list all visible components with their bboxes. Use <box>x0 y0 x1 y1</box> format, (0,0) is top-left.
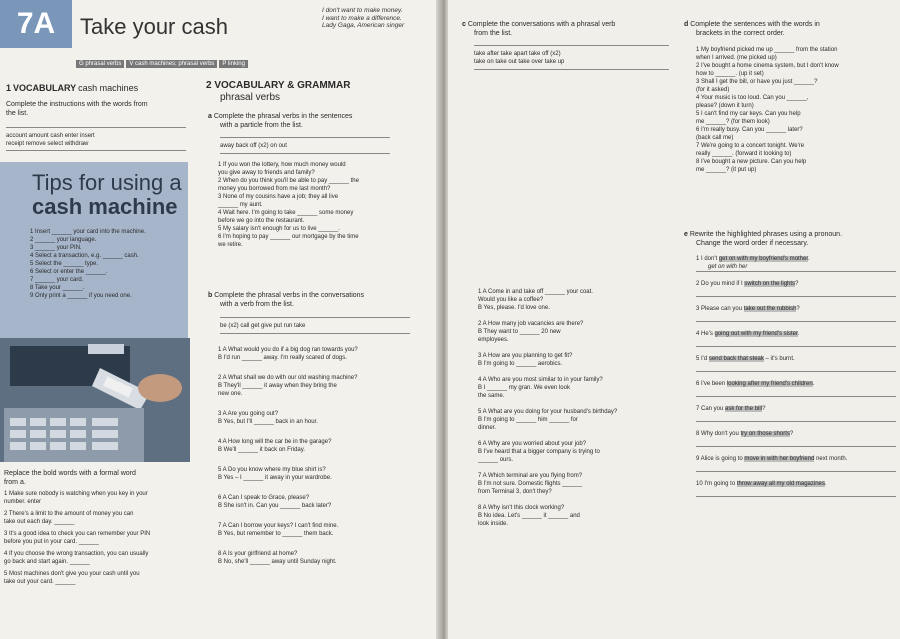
d-item: 5 I can't find my car keys. Can you help <box>696 111 801 117</box>
tips-list <box>30 228 190 300</box>
b-item[interactable]: 2 A What shall we do with our old washing machine? B They'll ______ it away when they bring the new one. <box>218 375 358 397</box>
tips-subtitle: cash machine <box>32 194 178 219</box>
e-item[interactable]: 6 I've been looking after my friend's children. <box>696 380 896 397</box>
c-item[interactable]: 8 A Why isn't this clock working? B No idea. Let's ______ it ______ and look inside. <box>478 505 580 527</box>
bold-item[interactable]: go back and start again. ______ <box>4 559 90 565</box>
a-item[interactable]: 5 My salary isn't enough for us to live ______. <box>218 226 340 232</box>
a-item: we retire. <box>218 242 243 248</box>
d-item: 7 We're going to a concert tonight. We're <box>696 143 805 149</box>
section-c-list: take after take apart take off (x2) take on take out take over take up <box>474 51 565 65</box>
tip-item[interactable]: 9 Only print a ______ if you need one. <box>30 293 132 299</box>
tip-item[interactable]: 2 ______ your language. <box>30 237 97 243</box>
b-item[interactable]: 8 A Is your girlfriend at home? B No, she'll ______ away until Sunday night. <box>218 551 337 565</box>
tip-item[interactable]: 4 Select a transaction, e.g. ______ cash. <box>30 253 139 259</box>
bold-item: 4 If you choose the wrong transaction, you can usually <box>4 551 149 557</box>
bold-item: 5 Most machines don't give you your cash until you <box>4 571 140 577</box>
b-item[interactable]: 3 A Are you going out? B Yes, but I'll ______ back in an hour. <box>218 411 318 425</box>
section-d-instruction: d Complete the sentences with the words in brackets in the correct order. <box>684 21 820 37</box>
b-item[interactable]: 1 A What would you do if a big dog ran towards you? B I'd run ______ away. I'm really scared of dogs. <box>218 347 358 361</box>
c-item[interactable]: 4 A Who are you most similar to in your family? B I ______ my gran. We even look the same. <box>478 377 603 399</box>
tip-item[interactable]: 6 Select or enter the ______. <box>30 269 108 275</box>
d-item: 8 I've bought a new picture. Can you help <box>696 159 807 165</box>
vocab2-b-items <box>218 346 433 566</box>
a-item[interactable]: 6 I'm hoping to pay ______ our mortgage by the time <box>218 234 359 240</box>
e-item[interactable]: 7 Can you ask for the bill? <box>696 405 896 422</box>
section-e-instruction: e Rewrite the highlighted phrases using a pronoun. Change the word order if necessary. <box>684 231 843 247</box>
e-item[interactable]: 5 I'd send back that steak – it's burnt. <box>696 355 896 372</box>
right-page <box>448 0 900 639</box>
bold-items <box>4 490 199 586</box>
vocab2-a-items <box>218 161 433 249</box>
atm-illustration <box>0 338 190 462</box>
d-item[interactable]: 1 My boyfriend picked me up ______ from the station <box>696 47 838 53</box>
bold-item[interactable]: number. enter <box>4 499 42 505</box>
tag-vocabulary: V cash machines; phrasal verbs <box>126 60 217 68</box>
d-item: (back call me) <box>696 135 734 141</box>
quote-line: I don't want to make money. <box>322 7 403 14</box>
b-item[interactable]: 7 A Can I borrow your keys? I can't find mine. B Yes, but remember to ______ them back. <box>218 523 339 537</box>
bold-instruction: Replace the bold words with a formal word from a. <box>4 470 136 486</box>
e-item[interactable]: 2 Do you mind if I switch on the lights? <box>696 280 896 297</box>
d-item[interactable]: 4 Your music is too loud. Can you ______, <box>696 95 809 101</box>
e-item[interactable]: 10 I'm going to throw away all my old magazines. <box>696 480 896 497</box>
c-item[interactable]: 6 A Why are you worried about your job? B I've heard that a bigger company is trying to ______ ours. <box>478 441 600 463</box>
d-item[interactable]: me ______? (it put up) <box>696 167 757 173</box>
tag-pronunciation: P linking <box>219 60 248 68</box>
vocab2-heading: 2 VOCABULARY & GRAMMAR phrasal verbs <box>206 80 351 103</box>
b-item[interactable]: 5 A Do you know where my blue shirt is? B Yes – I ______ it away in your wardrobe. <box>218 467 332 481</box>
tips-title: Tips for using a <box>32 170 182 195</box>
c-item[interactable]: 1 A Come in and take off ______ your coat. Would you like a coffee? B Yes, please. I'd love one. <box>478 289 593 311</box>
atm-drawing <box>0 338 190 462</box>
d-item[interactable]: me ______? (for them look) <box>696 119 770 125</box>
d-item: please? (down it turn) <box>696 103 754 109</box>
vocab2-a-instruction: a Complete the phrasal verbs in the sentences with a particle from the list. <box>208 113 353 129</box>
unit-title: Take your cash <box>80 14 228 39</box>
a-item[interactable]: ______ my aunt. <box>218 202 263 208</box>
tip-item[interactable]: 8 Take your ______. <box>30 285 85 291</box>
a-item[interactable]: 2 When do you think you'll be able to pay ______ the <box>218 178 359 184</box>
a-item: money you borrowed from me last month? <box>218 186 331 192</box>
vocab1-instruction: Complete the instructions with the words from the list. <box>6 101 148 117</box>
vocab1-heading: 1 VOCABULARY cash machines <box>6 83 139 93</box>
b-item[interactable]: 6 A Can I speak to Grace, please? B She isn't in. Can you ______ back later? <box>218 495 332 509</box>
b-item[interactable]: 4 A How long will the car be in the garage? B We'll ______ it back on Friday. <box>218 439 332 453</box>
bold-item[interactable]: before you put in your card. ______ <box>4 539 99 545</box>
a-item[interactable]: 4 Wait here. I'm going to take ______ some money <box>218 210 354 216</box>
vocab2-a-list: away back off (x2) on out <box>220 143 287 149</box>
d-item[interactable]: 6 I'm really busy. Can you ______ later? <box>696 127 803 133</box>
vocab1-word-list: account amount cash enter insert receipt remove select withdraw <box>6 133 95 147</box>
tip-item[interactable]: 7 ______ your card. <box>30 277 84 283</box>
tip-item[interactable]: 1 Insert ______ your card into the machine. <box>30 229 146 235</box>
c-item[interactable]: 2 A How many job vacancies are there? B They want to ______ 20 new employees. <box>478 321 584 343</box>
tip-item[interactable]: 3 ______ your PIN. <box>30 245 82 251</box>
d-item: 2 I've bought a home cinema system, but I don't know <box>696 63 839 69</box>
d-item: (for it asked) <box>696 87 730 93</box>
e-item[interactable]: 9 Alice is going to move in with her boyfriend next month. <box>696 455 896 472</box>
a-item[interactable]: you give away to friends and family? <box>218 170 315 176</box>
section-c-instruction: c Complete the conversations with a phrasal verb from the list. <box>462 21 616 37</box>
unit-tags <box>76 52 250 70</box>
vocab2-b-instruction: b Complete the phrasal verbs in the conversations with a verb from the list. <box>208 292 365 308</box>
tip-item[interactable]: 5 Select the ______ type. <box>30 261 99 267</box>
e-item[interactable]: 8 Why don't you try on those shorts? <box>696 430 896 447</box>
c-item[interactable]: 3 A How are you planning to get fit? B I'm going to ______ aerobics. <box>478 353 573 367</box>
section-c-items <box>478 288 693 528</box>
c-item[interactable]: 5 A What are you doing for your husband's birthday? B I'm going to ______ him ______ for dinner. <box>478 409 618 431</box>
section-e-items <box>696 255 896 499</box>
bold-item[interactable]: take out your card. ______ <box>4 579 76 585</box>
left-page <box>0 0 444 639</box>
quote <box>322 7 434 30</box>
d-item[interactable]: how to ______. (up it set) <box>696 71 764 77</box>
quote-attribution: Lady Gaga, American singer <box>322 22 405 29</box>
d-item[interactable]: really ______. (forward it looking to) <box>696 151 792 157</box>
bold-item: 2 There's a limit to the amount of money you can <box>4 511 134 517</box>
tag-grammar: G phrasal verbs <box>76 60 124 68</box>
unit-badge: 7A <box>0 0 72 48</box>
a-item: before we go into the restaurant. <box>218 218 305 224</box>
bold-item: 1 Make sure nobody is watching when you key in your <box>4 491 148 497</box>
e-item[interactable]: 1 I don't get on with my boyfriend's mother. get on with her <box>696 255 896 272</box>
vocab2-b-list: be (x2) call get give put run take <box>220 323 306 329</box>
e-item[interactable]: 4 He's going out with my friend's sister. <box>696 330 896 347</box>
e-item[interactable]: 3 Please can you take out the rubbish? <box>696 305 896 322</box>
bold-item: 3 It's a good idea to check you can remember your PIN <box>4 531 151 537</box>
a-item: 3 None of my cousins have a job; they all live <box>218 194 339 200</box>
quote-line: I want to make a difference. <box>322 14 402 22</box>
d-item[interactable]: 3 Shall I get the bill, or have you just ______? <box>696 79 818 85</box>
bold-item[interactable]: take out each day. ______ <box>4 519 75 525</box>
a-item: 1 If you won the lottery, how much money would <box>218 162 346 168</box>
section-d-items <box>696 46 896 174</box>
c-item[interactable]: 7 A Which terminal are you flying from? B I'm not sure. Domestic flights ______ from Terminal 3, don't they? <box>478 473 583 495</box>
d-item: when I arrived. (me picked up) <box>696 55 777 61</box>
